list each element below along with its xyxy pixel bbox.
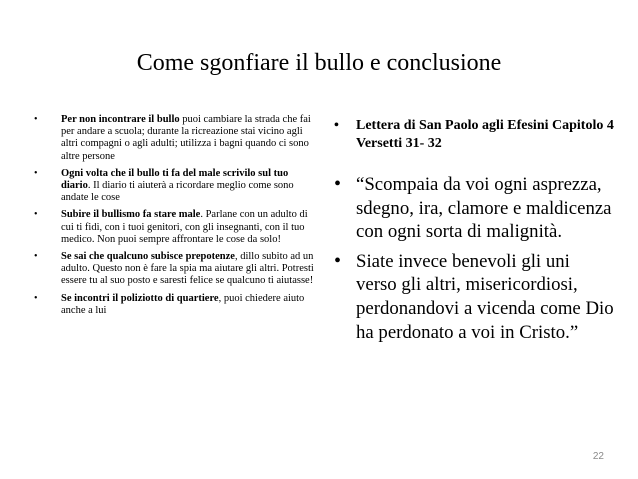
bullet: • [334, 249, 342, 272]
item-text: , puoi chiedere aiuto anche a lui [61, 292, 305, 316]
bullet: • [34, 114, 38, 125]
item-text: puoi cambiare la strada che fai per andare a scuola; durante la ricreazione stai vicino agli altri compagni o agli adulti; utilizza i bagni quando ci sono altre persone [61, 114, 311, 162]
right-column [334, 117, 614, 350]
item-text: . Il diario ti aiuterà a ricordare meglio come sono andate le cose [61, 180, 294, 204]
list-item [34, 293, 316, 317]
scripture-reference [334, 117, 614, 153]
quote-item [334, 250, 614, 344]
bullet: • [334, 173, 342, 195]
item-text: Lettera di San Paolo agli Efesini Capitolo 4 Versetti 31- 32 [356, 118, 614, 151]
bullet: • [34, 251, 38, 263]
bullet: • [34, 209, 38, 221]
item-bold-text: Se incontri il poliziotto di quartiere [61, 292, 219, 304]
bullet: • [34, 292, 38, 304]
list-item [34, 114, 316, 163]
item-text: Siate invece benevoli gli uni verso gli altri, misericordiosi, perdonandovi a vicenda come Dio ha perdonato a voi in Cristo.” [356, 250, 614, 343]
item-bold-text: Per non incontrare il bullo [61, 114, 180, 125]
item-bold-text: Subire il bullismo fa stare male [61, 209, 201, 221]
item-bold-text: Se sai che qualcuno subisce prepotenze [61, 251, 235, 263]
slide-title: Come sgonfiare il bullo e conclusione [136, 50, 502, 76]
item-bold-text: Ogni volta che il bullo ti fa del male scrivilo sul tuo diario [61, 167, 289, 192]
quote-item [334, 173, 614, 244]
item-text: . Parlane con un adulto di cui ti fidi, con i tuoi genitori, con gli insegnanti, con il tuo medico. Non puoi sempre affrontare le cose da solo! [61, 209, 308, 245]
list-item [34, 209, 316, 246]
bullet: • [334, 118, 339, 133]
page-number: 22 [592, 451, 604, 462]
item-text: , dillo subito ad un adulto. Questo non è fare la spia ma aiutare gli altri. Potresti essere tu al suo posto e saresti felice se qualcuno ti aiutasse! [61, 251, 314, 287]
list-item [34, 251, 316, 288]
bullet: • [34, 167, 38, 179]
item-text: “Scompaia da voi ogni asprezza, sdegno, ira, clamore e maldicenza con ogni sorta di malignità. [356, 174, 612, 243]
left-column [34, 114, 316, 322]
list-item [34, 168, 316, 205]
